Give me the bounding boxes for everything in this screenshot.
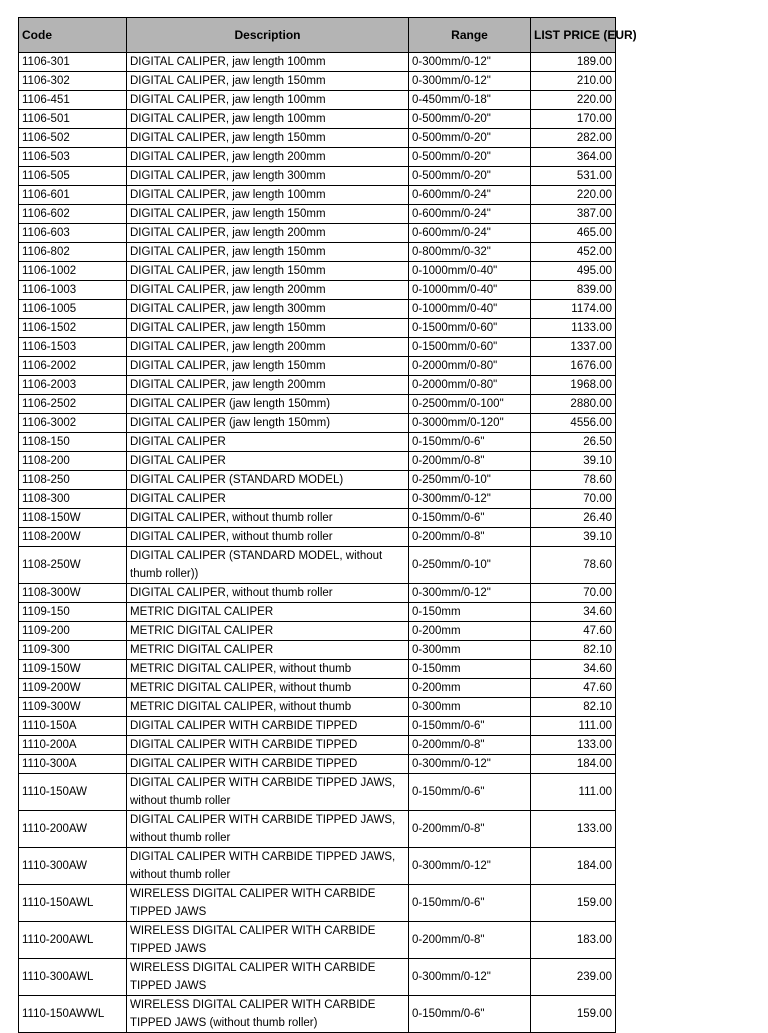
cell-description: DIGITAL CALIPER (STANDARD MODEL) [127, 471, 409, 490]
table-row [19, 736, 616, 755]
table-row [19, 547, 616, 584]
cell-description: DIGITAL CALIPER, without thumb roller [127, 509, 409, 528]
cell-range: 0-1500mm/0-60" [409, 338, 531, 357]
cell-range: 0-200mm/0-8" [409, 528, 531, 547]
cell-description: DIGITAL CALIPER, jaw length 100mm [127, 110, 409, 129]
cell-list-price: 364.00 [531, 148, 616, 167]
cell-range: 0-500mm/0-20" [409, 129, 531, 148]
cell-range: 0-500mm/0-20" [409, 167, 531, 186]
cell-range: 0-3000mm/0-120" [409, 414, 531, 433]
cell-code: 1110-200A [19, 736, 127, 755]
cell-description: DIGITAL CALIPER [127, 452, 409, 471]
cell-code: 1108-250W [19, 547, 127, 584]
cell-list-price: 1676.00 [531, 357, 616, 376]
cell-code: 1108-200W [19, 528, 127, 547]
cell-list-price: 34.60 [531, 603, 616, 622]
cell-description: DIGITAL CALIPER, jaw length 200mm [127, 148, 409, 167]
cell-range: 0-300mm/0-12" [409, 848, 531, 885]
cell-range: 0-150mm/0-6" [409, 996, 531, 1033]
cell-range: 0-300mm/0-12" [409, 53, 531, 72]
table-row [19, 811, 616, 848]
cell-description: DIGITAL CALIPER, jaw length 150mm [127, 319, 409, 338]
cell-description: DIGITAL CALIPER, jaw length 100mm [127, 53, 409, 72]
cell-code: 1108-200 [19, 452, 127, 471]
cell-range: 0-500mm/0-20" [409, 110, 531, 129]
cell-list-price: 4556.00 [531, 414, 616, 433]
table-row [19, 755, 616, 774]
cell-description: DIGITAL CALIPER, jaw length 200mm [127, 376, 409, 395]
table-row [19, 584, 616, 603]
cell-description: DIGITAL CALIPER, without thumb roller [127, 528, 409, 547]
cell-list-price: 159.00 [531, 996, 616, 1033]
cell-range: 0-150mm/0-6" [409, 433, 531, 452]
cell-list-price: 189.00 [531, 53, 616, 72]
cell-code: 1106-1003 [19, 281, 127, 300]
cell-list-price: 1968.00 [531, 376, 616, 395]
header-code: Code [19, 18, 127, 53]
cell-code: 1109-200 [19, 622, 127, 641]
cell-description: DIGITAL CALIPER, jaw length 200mm [127, 224, 409, 243]
cell-description: DIGITAL CALIPER WITH CARBIDE TIPPED JAWS, without thumb roller [127, 811, 409, 848]
cell-list-price: 387.00 [531, 205, 616, 224]
cell-description: DIGITAL CALIPER WITH CARBIDE TIPPED [127, 755, 409, 774]
cell-description: DIGITAL CALIPER, jaw length 150mm [127, 72, 409, 91]
table-row [19, 319, 616, 338]
cell-code: 1110-300A [19, 755, 127, 774]
table-row [19, 996, 616, 1033]
cell-description: DIGITAL CALIPER, jaw length 150mm [127, 243, 409, 262]
table-row [19, 528, 616, 547]
table-row [19, 452, 616, 471]
cell-list-price: 133.00 [531, 736, 616, 755]
cell-description: DIGITAL CALIPER [127, 433, 409, 452]
table-row [19, 357, 616, 376]
table-row [19, 774, 616, 811]
table-row [19, 53, 616, 72]
cell-list-price: 452.00 [531, 243, 616, 262]
table-row [19, 129, 616, 148]
table-row [19, 679, 616, 698]
table-row [19, 110, 616, 129]
cell-range: 0-1500mm/0-60" [409, 319, 531, 338]
cell-range: 0-200mm [409, 679, 531, 698]
cell-range: 0-200mm/0-8" [409, 811, 531, 848]
cell-list-price: 26.50 [531, 433, 616, 452]
cell-description: METRIC DIGITAL CALIPER [127, 603, 409, 622]
cell-description: DIGITAL CALIPER (jaw length 150mm) [127, 414, 409, 433]
cell-list-price: 39.10 [531, 528, 616, 547]
cell-description: METRIC DIGITAL CALIPER, without thumb [127, 660, 409, 679]
cell-code: 1110-200AWL [19, 922, 127, 959]
table-row [19, 922, 616, 959]
cell-code: 1106-802 [19, 243, 127, 262]
cell-range: 0-300mm/0-12" [409, 959, 531, 996]
cell-description: DIGITAL CALIPER WITH CARBIDE TIPPED [127, 717, 409, 736]
table-row [19, 167, 616, 186]
cell-code: 1106-451 [19, 91, 127, 110]
cell-list-price: 82.10 [531, 698, 616, 717]
cell-list-price: 282.00 [531, 129, 616, 148]
cell-code: 1106-2003 [19, 376, 127, 395]
cell-list-price: 111.00 [531, 774, 616, 811]
table-row [19, 641, 616, 660]
cell-description: DIGITAL CALIPER [127, 490, 409, 509]
table-row [19, 148, 616, 167]
cell-list-price: 2880.00 [531, 395, 616, 414]
cell-list-price: 111.00 [531, 717, 616, 736]
cell-description: DIGITAL CALIPER (STANDARD MODEL, without thumb roller)) [127, 547, 409, 584]
cell-list-price: 839.00 [531, 281, 616, 300]
cell-description: DIGITAL CALIPER, jaw length 150mm [127, 129, 409, 148]
table-row [19, 698, 616, 717]
table-row [19, 338, 616, 357]
cell-description: WIRELESS DIGITAL CALIPER WITH CARBIDE TIPPED JAWS [127, 959, 409, 996]
cell-range: 0-300mm/0-12" [409, 584, 531, 603]
cell-range: 0-150mm [409, 603, 531, 622]
cell-code: 1109-300W [19, 698, 127, 717]
cell-description: DIGITAL CALIPER, jaw length 200mm [127, 338, 409, 357]
cell-range: 0-2000mm/0-80" [409, 376, 531, 395]
cell-list-price: 39.10 [531, 452, 616, 471]
cell-list-price: 531.00 [531, 167, 616, 186]
table-row [19, 376, 616, 395]
cell-list-price: 220.00 [531, 91, 616, 110]
cell-list-price: 159.00 [531, 885, 616, 922]
cell-description: DIGITAL CALIPER, jaw length 150mm [127, 262, 409, 281]
cell-range: 0-2000mm/0-80" [409, 357, 531, 376]
cell-list-price: 70.00 [531, 490, 616, 509]
table-row [19, 717, 616, 736]
cell-code: 1109-150W [19, 660, 127, 679]
cell-code: 1106-1502 [19, 319, 127, 338]
table-row [19, 205, 616, 224]
cell-range: 0-600mm/0-24" [409, 224, 531, 243]
cell-description: DIGITAL CALIPER WITH CARBIDE TIPPED [127, 736, 409, 755]
cell-list-price: 47.60 [531, 679, 616, 698]
table-row [19, 414, 616, 433]
cell-range: 0-200mm [409, 622, 531, 641]
cell-description: WIRELESS DIGITAL CALIPER WITH CARBIDE TIPPED JAWS [127, 922, 409, 959]
cell-code: 1106-2002 [19, 357, 127, 376]
cell-list-price: 26.40 [531, 509, 616, 528]
cell-description: DIGITAL CALIPER, jaw length 100mm [127, 186, 409, 205]
cell-range: 0-300mm/0-12" [409, 72, 531, 91]
cell-code: 1108-300 [19, 490, 127, 509]
cell-list-price: 133.00 [531, 811, 616, 848]
cell-description: DIGITAL CALIPER, jaw length 150mm [127, 205, 409, 224]
header-list-price: LIST PRICE (EUR) [531, 18, 616, 53]
cell-code: 1108-150 [19, 433, 127, 452]
table-row [19, 300, 616, 319]
cell-list-price: 495.00 [531, 262, 616, 281]
cell-code: 1106-301 [19, 53, 127, 72]
table-row [19, 186, 616, 205]
cell-description: DIGITAL CALIPER WITH CARBIDE TIPPED JAWS, without thumb roller [127, 774, 409, 811]
table-row [19, 509, 616, 528]
cell-list-price: 465.00 [531, 224, 616, 243]
cell-list-price: 239.00 [531, 959, 616, 996]
cell-list-price: 183.00 [531, 922, 616, 959]
cell-description: METRIC DIGITAL CALIPER [127, 622, 409, 641]
cell-range: 0-300mm [409, 641, 531, 660]
cell-description: WIRELESS DIGITAL CALIPER WITH CARBIDE TIPPED JAWS [127, 885, 409, 922]
table-row [19, 471, 616, 490]
cell-code: 1106-302 [19, 72, 127, 91]
cell-range: 0-2500mm/0-100" [409, 395, 531, 414]
table-row [19, 490, 616, 509]
cell-code: 1108-300W [19, 584, 127, 603]
cell-list-price: 47.60 [531, 622, 616, 641]
cell-code: 1106-602 [19, 205, 127, 224]
cell-list-price: 184.00 [531, 848, 616, 885]
cell-code: 1106-505 [19, 167, 127, 186]
cell-code: 1106-2502 [19, 395, 127, 414]
cell-range: 0-500mm/0-20" [409, 148, 531, 167]
cell-code: 1106-501 [19, 110, 127, 129]
table-row [19, 848, 616, 885]
cell-description: DIGITAL CALIPER, jaw length 150mm [127, 357, 409, 376]
cell-range: 0-450mm/0-18" [409, 91, 531, 110]
table-row [19, 243, 616, 262]
cell-list-price: 1337.00 [531, 338, 616, 357]
cell-description: METRIC DIGITAL CALIPER [127, 641, 409, 660]
cell-code: 1106-503 [19, 148, 127, 167]
table-row [19, 224, 616, 243]
table-row [19, 395, 616, 414]
cell-list-price: 210.00 [531, 72, 616, 91]
cell-range: 0-150mm/0-6" [409, 885, 531, 922]
cell-range: 0-300mm [409, 698, 531, 717]
table-row [19, 622, 616, 641]
cell-description: DIGITAL CALIPER (jaw length 150mm) [127, 395, 409, 414]
cell-list-price: 1174.00 [531, 300, 616, 319]
cell-code: 1109-150 [19, 603, 127, 622]
cell-description: DIGITAL CALIPER, jaw length 300mm [127, 300, 409, 319]
cell-code: 1106-601 [19, 186, 127, 205]
cell-code: 1110-300AW [19, 848, 127, 885]
cell-list-price: 170.00 [531, 110, 616, 129]
cell-code: 1106-1002 [19, 262, 127, 281]
header-description: Description [127, 18, 409, 53]
cell-list-price: 34.60 [531, 660, 616, 679]
cell-list-price: 78.60 [531, 547, 616, 584]
cell-code: 1110-150AWL [19, 885, 127, 922]
cell-code: 1108-250 [19, 471, 127, 490]
cell-range: 0-200mm/0-8" [409, 736, 531, 755]
cell-range: 0-150mm [409, 660, 531, 679]
cell-code: 1109-200W [19, 679, 127, 698]
cell-code: 1106-3002 [19, 414, 127, 433]
cell-list-price: 70.00 [531, 584, 616, 603]
cell-list-price: 184.00 [531, 755, 616, 774]
cell-code: 1106-603 [19, 224, 127, 243]
cell-code: 1110-150AW [19, 774, 127, 811]
cell-code: 1108-150W [19, 509, 127, 528]
table-row [19, 281, 616, 300]
table-row [19, 885, 616, 922]
cell-range: 0-1000mm/0-40" [409, 300, 531, 319]
table-row [19, 91, 616, 110]
cell-description: DIGITAL CALIPER, jaw length 100mm [127, 91, 409, 110]
cell-code: 1106-502 [19, 129, 127, 148]
cell-description: DIGITAL CALIPER, jaw length 200mm [127, 281, 409, 300]
header-range: Range [409, 18, 531, 53]
price-list-table [18, 17, 637, 1033]
cell-description: DIGITAL CALIPER WITH CARBIDE TIPPED JAWS, without thumb roller [127, 848, 409, 885]
cell-code: 1109-300 [19, 641, 127, 660]
cell-range: 0-300mm/0-12" [409, 755, 531, 774]
cell-range: 0-200mm/0-8" [409, 922, 531, 959]
cell-range: 0-1000mm/0-40" [409, 281, 531, 300]
table-row [19, 603, 616, 622]
cell-description: WIRELESS DIGITAL CALIPER WITH CARBIDE TIPPED JAWS (without thumb roller) [127, 996, 409, 1033]
cell-range: 0-1000mm/0-40" [409, 262, 531, 281]
cell-code: 1106-1503 [19, 338, 127, 357]
cell-description: METRIC DIGITAL CALIPER, without thumb [127, 679, 409, 698]
cell-range: 0-300mm/0-12" [409, 490, 531, 509]
cell-description: DIGITAL CALIPER, jaw length 300mm [127, 167, 409, 186]
table-row [19, 262, 616, 281]
cell-code: 1110-300AWL [19, 959, 127, 996]
cell-range: 0-600mm/0-24" [409, 186, 531, 205]
cell-code: 1110-150AWWL [19, 996, 127, 1033]
table-row [19, 433, 616, 452]
cell-code: 1110-200AW [19, 811, 127, 848]
cell-list-price: 78.60 [531, 471, 616, 490]
cell-description: METRIC DIGITAL CALIPER, without thumb [127, 698, 409, 717]
cell-range: 0-250mm/0-10" [409, 471, 531, 490]
cell-range: 0-200mm/0-8" [409, 452, 531, 471]
cell-code: 1110-150A [19, 717, 127, 736]
cell-list-price: 220.00 [531, 186, 616, 205]
table-row [19, 72, 616, 91]
cell-description: DIGITAL CALIPER, without thumb roller [127, 584, 409, 603]
cell-range: 0-150mm/0-6" [409, 509, 531, 528]
cell-code: 1106-1005 [19, 300, 127, 319]
header-row [19, 18, 616, 53]
cell-range: 0-250mm/0-10" [409, 547, 531, 584]
cell-range: 0-150mm/0-6" [409, 717, 531, 736]
cell-range: 0-150mm/0-6" [409, 774, 531, 811]
cell-list-price: 1133.00 [531, 319, 616, 338]
cell-list-price: 82.10 [531, 641, 616, 660]
table-row [19, 959, 616, 996]
cell-range: 0-800mm/0-32" [409, 243, 531, 262]
cell-range: 0-600mm/0-24" [409, 205, 531, 224]
table-row [19, 660, 616, 679]
